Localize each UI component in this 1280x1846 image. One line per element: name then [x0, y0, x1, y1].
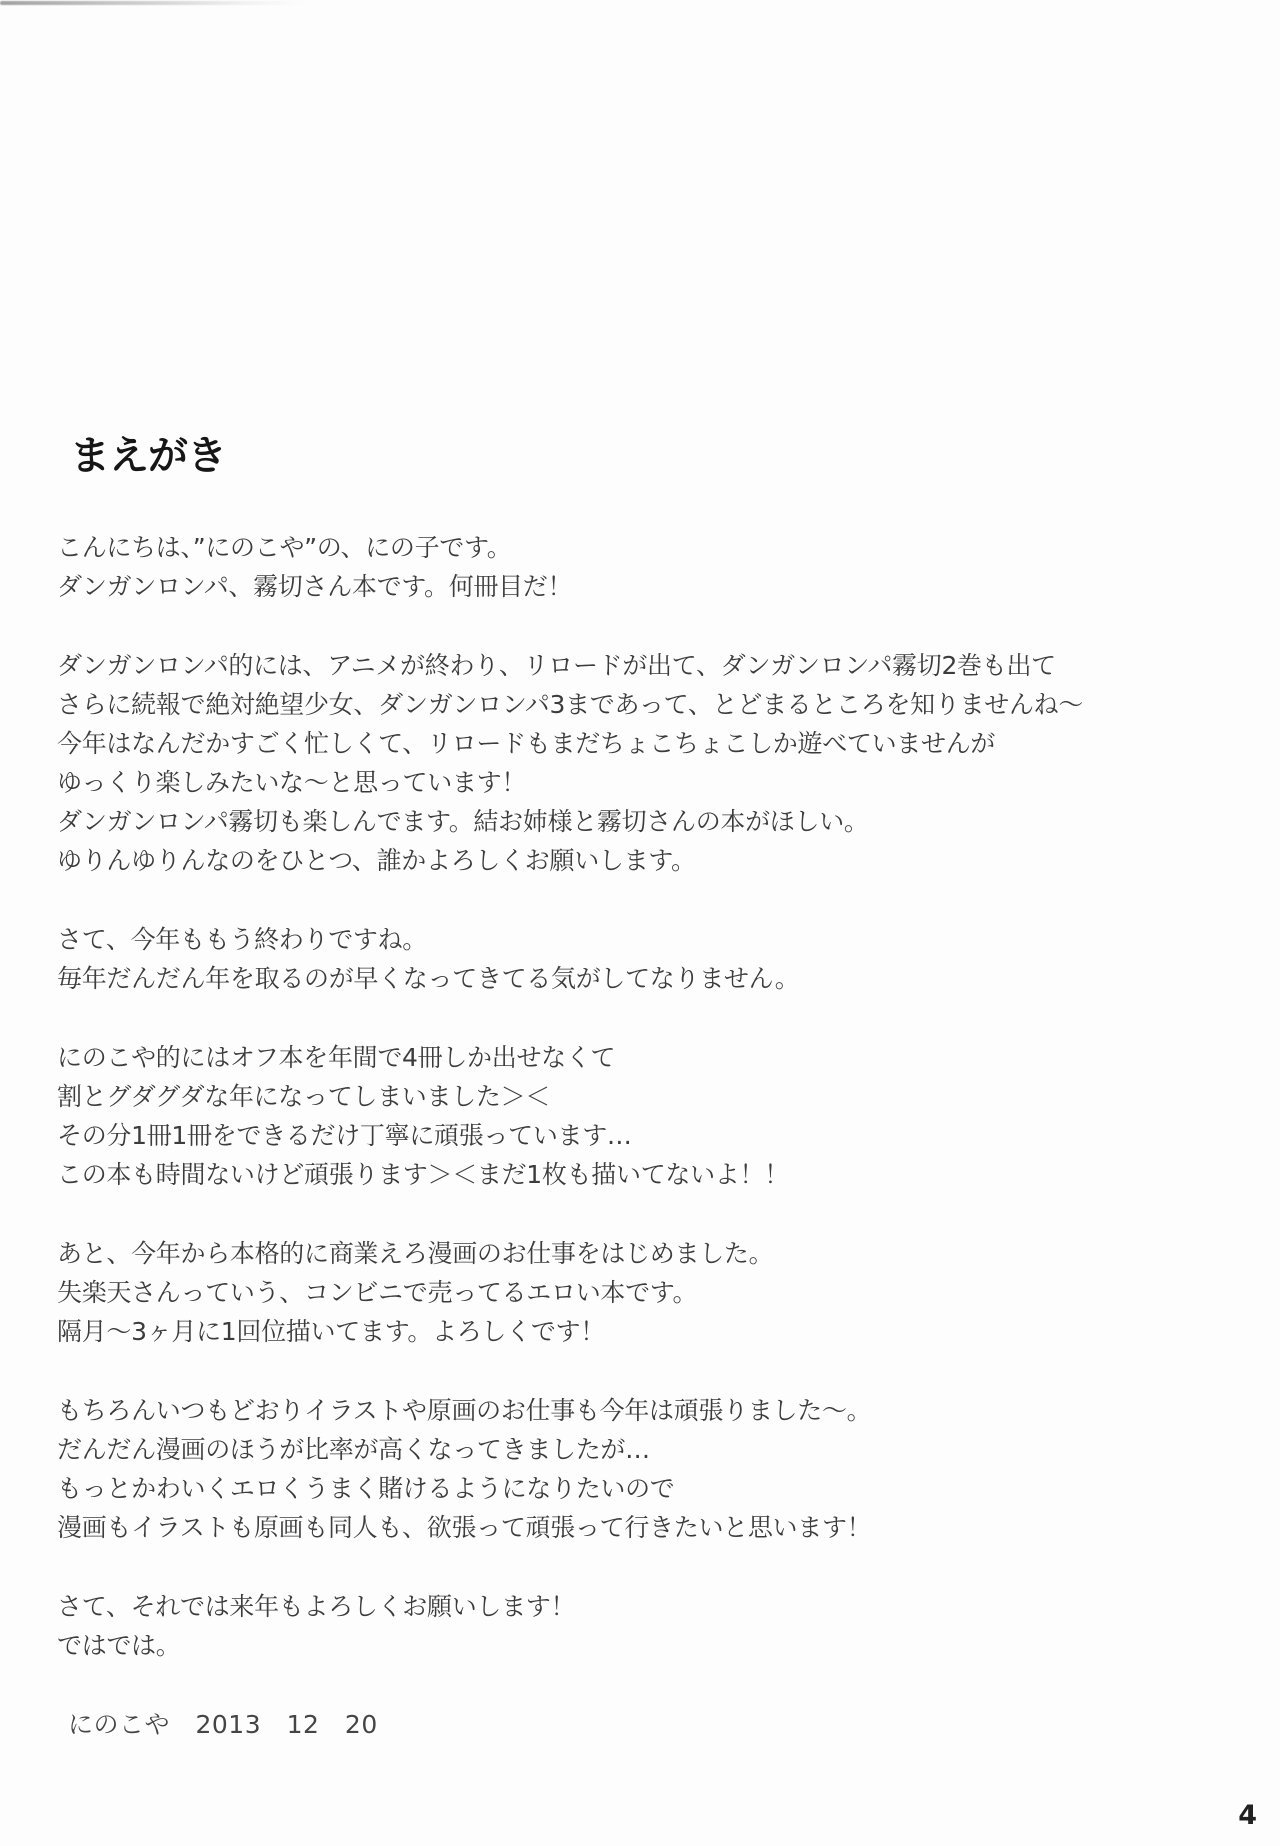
text-line: 今年はなんだかすごく忙しくて、リロードもまだちょこちょこしか遊べていませんが — [57, 729, 996, 758]
text-line: ダンガンロンパ霧切も楽しんでます。結お姉様と霧切さんの本がほしい。 — [57, 807, 869, 836]
signature-line: にのこや 2013 12 20 — [68, 1710, 378, 1739]
scan-artifact — [0, 1, 305, 5]
paragraph — [57, 1038, 1157, 1194]
text-line: ゆっくり楽しみたいな～と思っています！ — [57, 768, 527, 797]
text-line: 隔月～3ヶ月に1回位描いてます。よろしくです！ — [57, 1317, 605, 1346]
text-line: もちろんいつもどおりイラストや原画のお仕事も今年は頑張りました～。 — [57, 1396, 872, 1425]
text-line: 割とグダグダな年になってしまいました＞＜ — [57, 1082, 551, 1111]
text-line: その分1冊1冊をできるだけ丁寧に頑張っています… — [57, 1121, 632, 1150]
paragraph — [57, 1234, 1157, 1351]
text-line: あと、今年から本格的に商業えろ漫画のお仕事をはじめました。 — [57, 1239, 774, 1268]
text-line: 漫画もイラストも原画も同人も、欲張って頑張って行きたいと思います！ — [57, 1513, 872, 1542]
text-line: にのこや的にはオフ本を年間で4冊しか出せなくて — [57, 1043, 616, 1072]
text-line: さて、それでは来年もよろしくお願いします！ — [57, 1592, 576, 1621]
paragraph — [57, 920, 1157, 998]
paragraph — [57, 646, 1157, 880]
text-line: ゆりんゆりんなのをひとつ、誰かよろしくお願いします。 — [57, 846, 696, 875]
page-title: まえがき — [70, 433, 226, 479]
text-line: ダンガンロンパ的には、アニメが終わり、リロードが出て、ダンガンロンパ霧切2巻も出て — [57, 651, 1056, 680]
text-line: ダンガンロンパ、霧切さん本です。何冊目だ！ — [57, 572, 573, 601]
text-line: さて、今年ももう終わりですね。 — [57, 925, 428, 954]
text-line: だんだん漫画のほうが比率が高くなってきましたが… — [57, 1435, 650, 1464]
text-line: 毎年だんだん年を取るのが早くなってきてる気がしてなりません。 — [57, 964, 800, 993]
page-number: 4 — [1238, 1800, 1257, 1831]
text-line: もっとかわいくエロくうまく賭けるようになりたいので — [57, 1474, 675, 1503]
paragraph — [57, 1587, 1157, 1665]
body-text — [57, 528, 1157, 1744]
text-line: 失楽天さんっていう、コンビニで売ってるエロい本です。 — [57, 1278, 698, 1307]
paragraph — [57, 528, 1157, 606]
text-line: ではでは。 — [57, 1631, 181, 1660]
text-line: この本も時間ないけど頑張ります＞＜まだ1枚も描いてないよ！！ — [57, 1160, 789, 1189]
text-line: こんにちは、”にのこや”の、にの子です。 — [57, 533, 512, 562]
paragraph — [57, 1391, 1157, 1547]
text-line: さらに続報で絶対絶望少女、ダンガンロンパ3まであって、とどまるところを知りませんね～ — [57, 690, 1084, 719]
